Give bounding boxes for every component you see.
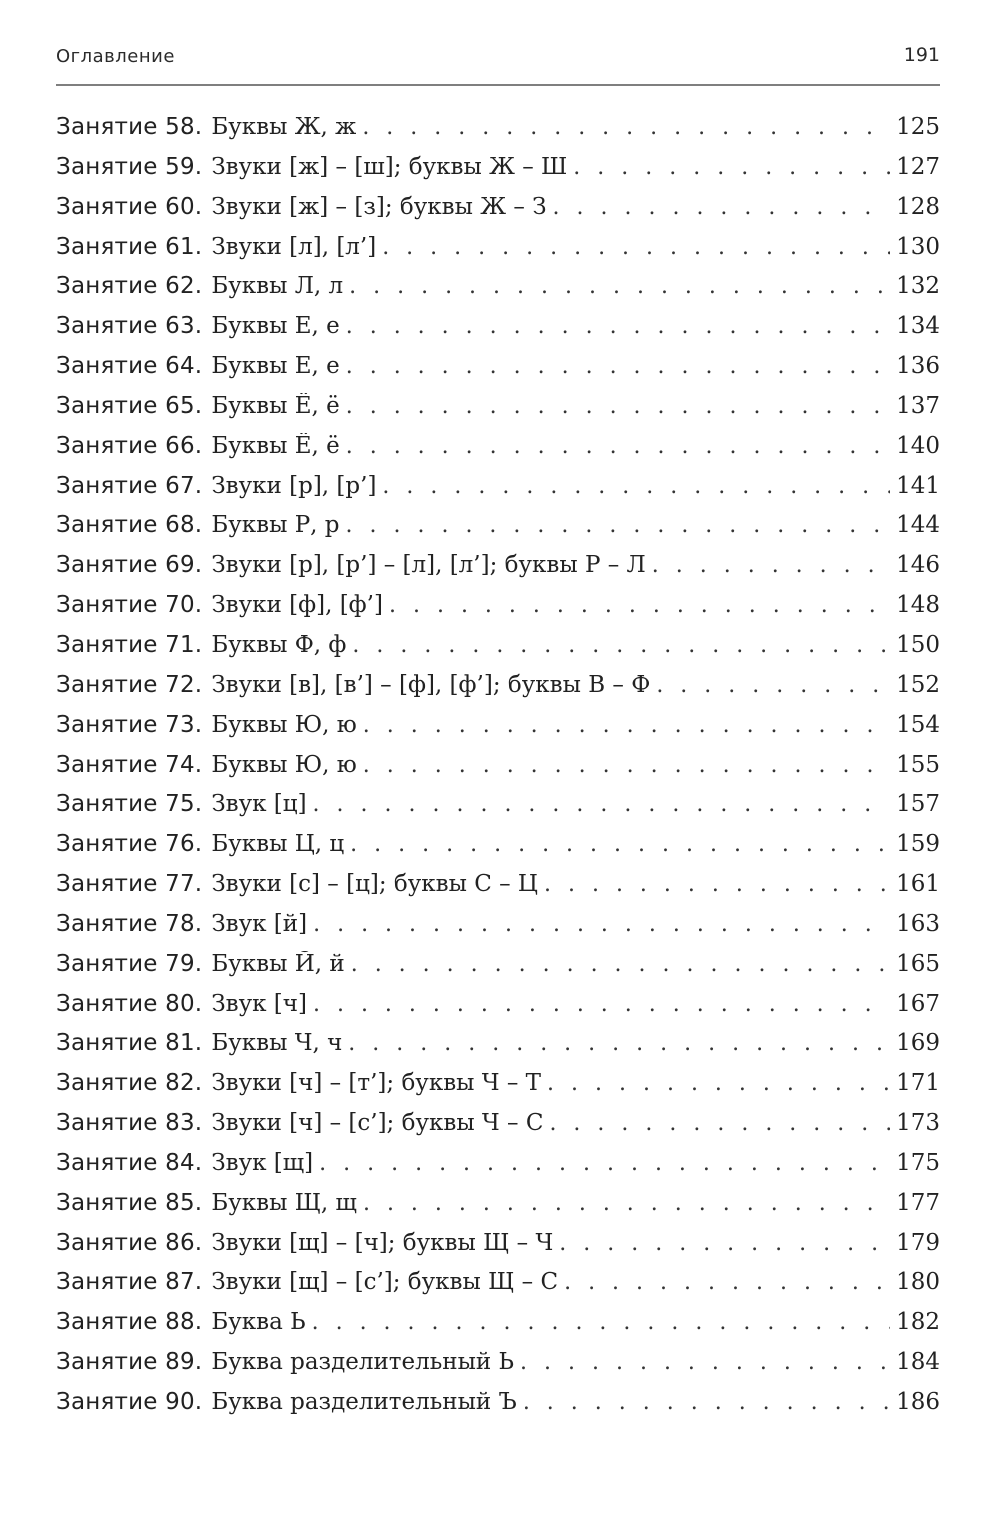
toc-entry[interactable] xyxy=(56,353,940,393)
toc-dot-leader xyxy=(312,1310,891,1335)
toc-dot-leader xyxy=(382,474,890,499)
toc-dot-leader xyxy=(348,1031,890,1056)
toc-dot-leader xyxy=(363,753,890,778)
toc-entry-lesson-label: Занятие 64. xyxy=(56,353,203,380)
toc-dot-leader xyxy=(346,513,891,538)
toc-entry-title: Звуки [л], [л’] xyxy=(211,233,377,260)
toc-entry-title: Звук [ч] xyxy=(211,990,307,1017)
toc-dot-leader xyxy=(564,1270,890,1295)
toc-entry-page-number: 137 xyxy=(896,392,940,419)
toc-dot-leader xyxy=(573,155,890,180)
toc-entry-title: Буквы Ч, ч xyxy=(211,1030,343,1057)
toc-entry-title: Буквы Е, е xyxy=(211,353,340,380)
toc-entry-lesson-label: Занятие 70. xyxy=(56,592,203,619)
toc-entry-title: Звук [щ] xyxy=(211,1149,314,1176)
toc-entry-page-number: 127 xyxy=(896,153,940,180)
toc-entry-page-number: 146 xyxy=(896,552,940,579)
toc-entry[interactable] xyxy=(56,672,940,712)
toc-entry-title: Буквы Р, р xyxy=(211,512,340,539)
toc-entry[interactable] xyxy=(56,1070,940,1110)
toc-dot-leader xyxy=(520,1350,890,1375)
toc-entry-lesson-label: Занятие 72. xyxy=(56,671,203,698)
toc-entry[interactable] xyxy=(56,393,940,433)
toc-entry-lesson-label: Занятие 88. xyxy=(56,1309,203,1336)
toc-dot-leader xyxy=(652,553,890,578)
toc-entry[interactable] xyxy=(56,831,940,871)
toc-entry-title: Буквы Ц, ц xyxy=(211,831,345,858)
toc-entry-lesson-label: Занятие 69. xyxy=(56,552,203,579)
toc-entry-title: Буквы Е, е xyxy=(211,313,340,340)
toc-entry-page-number: 125 xyxy=(896,114,940,140)
toc-entry[interactable] xyxy=(56,752,940,792)
toc-entry-title: Звуки [р], [р’] – [л], [л’]; буквы Р – Л xyxy=(211,552,646,579)
toc-entry-lesson-label: Занятие 80. xyxy=(56,990,203,1017)
toc-entry[interactable] xyxy=(56,791,940,831)
toc-dot-leader xyxy=(549,1111,890,1136)
toc-entry-page-number: 173 xyxy=(896,1110,940,1137)
toc-entry-lesson-label: Занятие 77. xyxy=(56,871,203,898)
running-head-title: Оглавление xyxy=(56,46,175,67)
toc-entry-page-number: 144 xyxy=(896,512,940,539)
toc-entry[interactable] xyxy=(56,313,940,353)
toc-entry-page-number: 169 xyxy=(896,1030,940,1057)
toc-entry-title: Буквы Ю, ю xyxy=(211,751,357,778)
toc-entry-title: Звуки [ч] – [т’]; буквы Ч – Т xyxy=(211,1070,542,1097)
toc-entry[interactable] xyxy=(56,1110,940,1150)
toc-entry-lesson-label: Занятие 61. xyxy=(56,233,203,260)
toc-entry[interactable] xyxy=(56,1190,940,1230)
toc-dot-leader xyxy=(346,394,890,419)
toc-entry[interactable] xyxy=(56,114,940,154)
toc-entry-page-number: 148 xyxy=(896,592,940,619)
toc-entry[interactable] xyxy=(56,1030,940,1070)
toc-entry-page-number: 141 xyxy=(896,472,940,499)
toc-entry[interactable] xyxy=(56,871,940,911)
toc-entry-title: Буквы Щ, щ xyxy=(211,1189,357,1216)
toc-entry-lesson-label: Занятие 89. xyxy=(56,1349,203,1376)
toc-entry-lesson-label: Занятие 60. xyxy=(56,193,203,220)
toc-entry-title: Звуки [ж] – [з]; буквы Ж – З xyxy=(211,193,547,220)
toc-entry-lesson-label: Занятие 78. xyxy=(56,910,203,937)
toc-entry-lesson-label: Занятие 82. xyxy=(56,1070,203,1097)
toc-entry-page-number: 167 xyxy=(896,990,940,1017)
toc-entry-title: Буква разделительный Ь xyxy=(211,1349,515,1376)
toc-entry[interactable] xyxy=(56,991,940,1031)
toc-entry-lesson-label: Занятие 84. xyxy=(56,1149,203,1176)
toc-entry-lesson-label: Занятие 66. xyxy=(56,432,203,459)
toc-entry-lesson-label: Занятие 68. xyxy=(56,512,203,539)
toc-entry-lesson-label: Занятие 81. xyxy=(56,1030,203,1057)
toc-entry-page-number: 165 xyxy=(896,950,940,977)
toc-dot-leader xyxy=(559,1231,890,1256)
toc-entry-title: Буква разделительный Ъ xyxy=(211,1389,517,1415)
toc-entry-lesson-label: Занятие 67. xyxy=(56,472,203,499)
toc-entry-page-number: 136 xyxy=(896,353,940,380)
toc-dot-leader xyxy=(346,354,890,379)
toc-entry-lesson-label: Занятие 58. xyxy=(56,114,203,140)
toc-entry-page-number: 175 xyxy=(896,1149,940,1176)
toc-entry[interactable] xyxy=(56,1349,940,1389)
toc-entry-title: Буквы Л, л xyxy=(211,273,344,300)
toc-entry-lesson-label: Занятие 75. xyxy=(56,791,203,818)
toc-entry-title: Звуки [ф], [ф’] xyxy=(211,592,383,619)
toc-entry-title: Звуки [щ] – [с’]; буквы Щ – С xyxy=(211,1269,559,1296)
toc-entry-title: Звуки [ж] – [ш]; буквы Ж – Ш xyxy=(211,153,568,180)
toc-entry-page-number: 171 xyxy=(896,1070,940,1097)
toc-entry[interactable] xyxy=(56,273,940,313)
toc-entry-title: Буквы Ф, ф xyxy=(211,631,347,658)
header-divider xyxy=(56,84,940,86)
toc-entry-lesson-label: Занятие 79. xyxy=(56,950,203,977)
toc-entry-title: Буквы Ё, ё xyxy=(211,432,340,459)
toc-dot-leader xyxy=(363,1191,890,1216)
toc-dot-leader xyxy=(346,434,890,459)
toc-entry-lesson-label: Занятие 74. xyxy=(56,751,203,778)
toc-entry[interactable] xyxy=(56,712,940,752)
toc-entry-lesson-label: Занятие 85. xyxy=(56,1189,203,1216)
toc-dot-leader xyxy=(346,314,890,339)
toc-entry-page-number: 157 xyxy=(896,791,940,818)
toc-entry-page-number: 179 xyxy=(896,1229,940,1256)
toc-entry[interactable] xyxy=(56,194,940,234)
running-head-page-number: 191 xyxy=(903,44,940,66)
toc-entry-page-number: 134 xyxy=(896,313,940,340)
toc-entry[interactable] xyxy=(56,632,940,672)
toc-entry-page-number: 186 xyxy=(896,1389,940,1415)
toc-entry-page-number: 177 xyxy=(896,1189,940,1216)
toc-dot-leader xyxy=(313,912,890,937)
toc-dot-leader xyxy=(351,952,890,977)
toc-entry-page-number: 163 xyxy=(896,910,940,937)
toc-dot-leader xyxy=(319,1151,890,1176)
toc-entry-page-number: 150 xyxy=(896,631,940,658)
toc-entry[interactable] xyxy=(56,1230,940,1270)
toc-entry-title: Буквы Ё, ё xyxy=(211,392,340,419)
toc-dot-leader xyxy=(656,673,890,698)
toc-dot-leader xyxy=(544,872,890,897)
toc-entry-lesson-label: Занятие 63. xyxy=(56,313,203,340)
toc-entry[interactable] xyxy=(56,1150,940,1190)
toc-entry-page-number: 152 xyxy=(896,671,940,698)
toc-dot-leader xyxy=(382,235,890,260)
toc-entry-title: Звук [ц] xyxy=(211,791,307,818)
toc-dot-leader xyxy=(363,713,890,738)
toc-entry-page-number: 130 xyxy=(896,233,940,260)
table-of-contents xyxy=(56,114,940,1429)
toc-entry-title: Звуки [щ] – [ч]; буквы Щ – Ч xyxy=(211,1229,554,1256)
toc-dot-leader xyxy=(313,792,891,817)
toc-entry[interactable] xyxy=(56,1309,940,1349)
toc-entry[interactable] xyxy=(56,951,940,991)
toc-entry-title: Буквы Й, й xyxy=(211,950,345,977)
toc-entry-page-number: 140 xyxy=(896,432,940,459)
toc-entry-page-number: 159 xyxy=(896,831,940,858)
toc-entry-title: Буквы Ю, ю xyxy=(211,711,357,738)
toc-entry-page-number: 184 xyxy=(896,1349,940,1376)
toc-dot-leader xyxy=(389,593,890,618)
toc-entry-lesson-label: Занятие 86. xyxy=(56,1229,203,1256)
toc-entry[interactable] xyxy=(56,592,940,632)
toc-entry-title: Буква Ь xyxy=(211,1309,306,1336)
toc-dot-leader xyxy=(352,633,890,658)
toc-dot-leader xyxy=(350,832,890,857)
toc-entry[interactable] xyxy=(56,552,940,592)
toc-dot-leader xyxy=(553,195,891,220)
toc-entry-page-number: 128 xyxy=(896,193,940,220)
toc-dot-leader xyxy=(349,274,890,299)
toc-entry[interactable] xyxy=(56,154,940,194)
page-header xyxy=(56,44,940,74)
toc-entry-lesson-label: Занятие 62. xyxy=(56,273,203,300)
toc-dot-leader xyxy=(362,115,890,140)
toc-entry-lesson-label: Занятие 83. xyxy=(56,1110,203,1137)
toc-entry-page-number: 180 xyxy=(896,1269,940,1296)
toc-entry-lesson-label: Занятие 73. xyxy=(56,711,203,738)
toc-entry-lesson-label: Занятие 59. xyxy=(56,153,203,180)
toc-entry-page-number: 155 xyxy=(896,751,940,778)
toc-entry-page-number: 161 xyxy=(896,871,940,898)
toc-entry-title: Звуки [р], [р’] xyxy=(211,472,377,499)
toc-dot-leader xyxy=(523,1390,890,1415)
toc-entry[interactable] xyxy=(56,433,940,473)
toc-entry-lesson-label: Занятие 90. xyxy=(56,1389,203,1415)
toc-dot-leader xyxy=(547,1071,890,1096)
toc-entry-title: Звук [й] xyxy=(211,910,308,937)
toc-entry-title: Звуки [в], [в’] – [ф], [ф’]; буквы В – Ф xyxy=(211,671,651,698)
toc-entry[interactable] xyxy=(56,911,940,951)
toc-entry-page-number: 182 xyxy=(896,1309,940,1336)
toc-entry-lesson-label: Занятие 65. xyxy=(56,392,203,419)
toc-entry-title: Звуки [с] – [ц]; буквы С – Ц xyxy=(211,871,538,898)
toc-entry[interactable] xyxy=(56,1269,940,1309)
toc-entry[interactable] xyxy=(56,473,940,513)
toc-entry-lesson-label: Занятие 71. xyxy=(56,631,203,658)
toc-entry[interactable] xyxy=(56,512,940,552)
toc-entry-page-number: 132 xyxy=(896,273,940,300)
toc-dot-leader xyxy=(313,992,890,1017)
toc-entry-title: Звуки [ч] – [с’]; буквы Ч – С xyxy=(211,1110,544,1137)
toc-entry-title: Буквы Ж, ж xyxy=(211,114,357,140)
toc-entry-lesson-label: Занятие 76. xyxy=(56,831,203,858)
toc-entry[interactable] xyxy=(56,1389,940,1429)
toc-entry-lesson-label: Занятие 87. xyxy=(56,1269,203,1296)
toc-entry-page-number: 154 xyxy=(896,711,940,738)
toc-entry[interactable] xyxy=(56,234,940,274)
